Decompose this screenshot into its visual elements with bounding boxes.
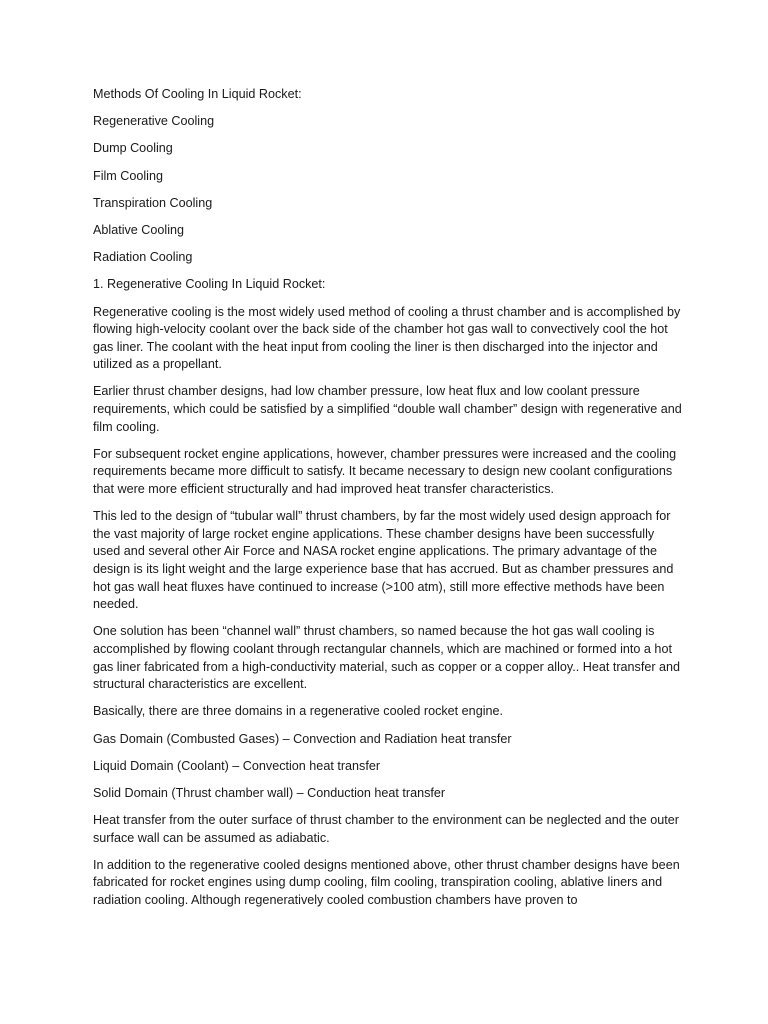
document-title: Methods Of Cooling In Liquid Rocket: [93,87,302,101]
method-item: Transpiration Cooling [93,195,213,210]
domain-item: Gas Domain (Combusted Gases) – Convection and Radiation heat transfer [93,731,512,746]
section-heading: 1. Regenerative Cooling In Liquid Rocket: [93,277,326,292]
method-item: Radiation Cooling [93,250,193,265]
body-paragraph: In addition to the regenerative cooled designs mentioned above, other thrust chamber designs have been fabricated for rocket engines using dump cooling, film cooling, transpiration cooling, ablative liners and radiation cooling. Although regeneratively cooled combustion chambers have proven to [93,857,680,908]
body-paragraph: One solution has been “channel wall” thrust chambers, so named because the hot gas wall cooling is accomplished by flowing coolant through rectangular channels, which are machined or formed into a hot gas liner fabricated from a high-conductivity material, such as copper or a copper alloy.. Heat transfer and structural characteristics are excellent. [93,624,681,692]
method-item: Dump Cooling [93,141,173,156]
body-paragraph: Basically, there are three domains in a regenerative cooled rocket engine. [93,704,503,719]
body-paragraph: Earlier thrust chamber designs, had low chamber pressure, low heat flux and low coolant pressure requirements, which could be satisfied by a simplified “double wall chamber” design with regenerative and film cooling. [93,384,682,434]
method-item: Film Cooling [93,168,163,183]
document-page [93,86,683,919]
body-paragraph: This led to the design of “tubular wall” thrust chambers, by far the most widely used design approach for the vast majority of large rocket engine applications. These chamber designs have been successfully used and several other Air Force and NASA rocket engine applications. The primary advantage of the design is its light weight and the large experience base that has accrued. But as chamber pressures and hot gas wall heat fluxes have continued to increase (>100 atm), still more effective methods have been needed. [93,509,674,612]
domain-item: Solid Domain (Thrust chamber wall) – Conduction heat transfer [93,785,446,800]
method-item: Ablative Cooling [93,222,185,237]
body-paragraph: Regenerative cooling is the most widely used method of cooling a thrust chamber and is accomplished by flowing high-velocity coolant over the back side of the chamber hot gas wall to convectively cool the hot gas liner. The coolant with the heat input from cooling the liner is then discharged into the injector and utilized as a propellant. [93,304,681,372]
method-item: Regenerative Cooling [93,114,215,129]
body-paragraph: For subsequent rocket engine applications, however, chamber pressures were increased and the cooling requirements became more difficult to satisfy. It became necessary to design new coolant configurations that were more efficient structurally and had improved heat transfer characteristics. [93,446,677,497]
domain-item: Liquid Domain (Coolant) – Convection heat transfer [93,758,381,773]
body-paragraph: Heat transfer from the outer surface of thrust chamber to the environment can be neglected and the outer surface wall can be assumed as adiabatic. [93,813,679,845]
